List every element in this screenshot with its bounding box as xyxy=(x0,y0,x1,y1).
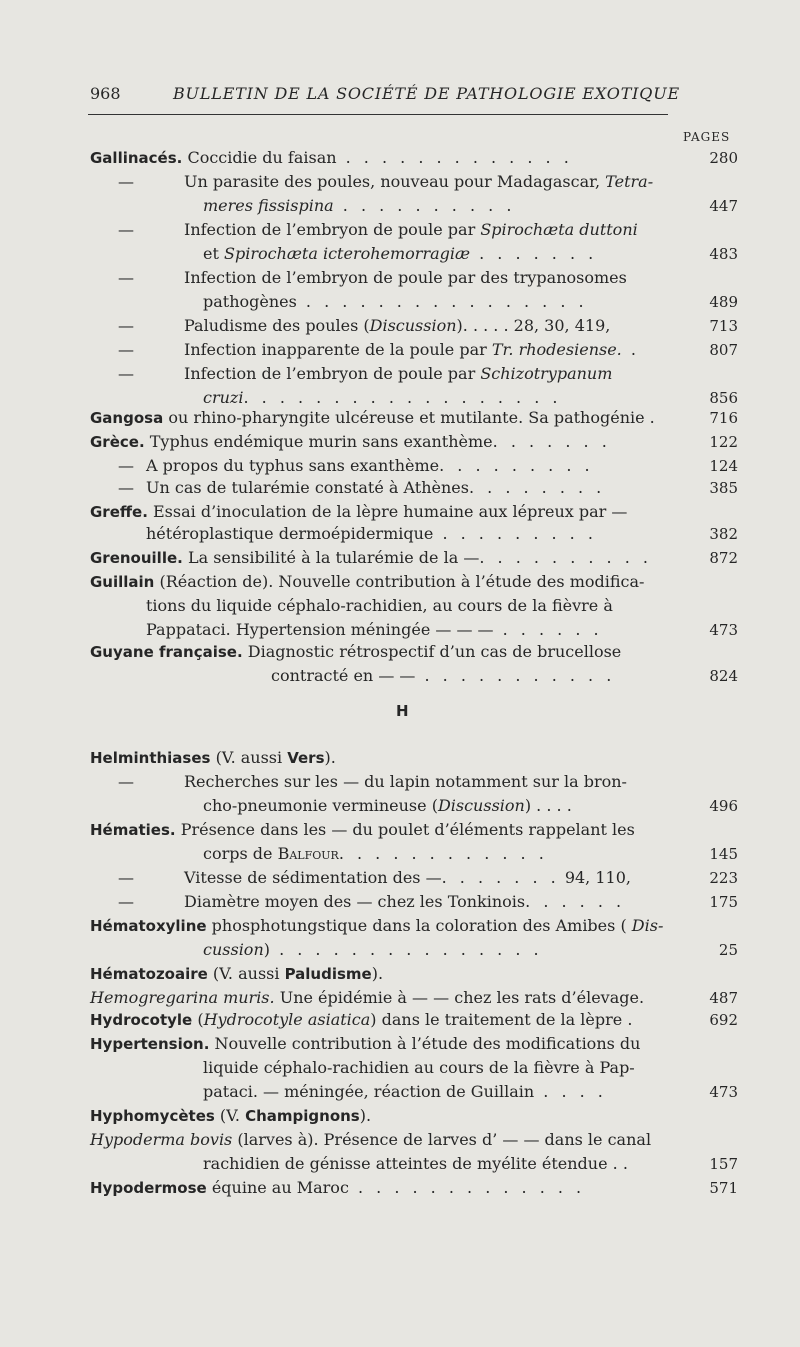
entry-italic: Schizotrypanum xyxy=(480,364,613,383)
entry-text: (V. aussi xyxy=(212,964,280,983)
entry-text: Vitesse de sédimentation des — xyxy=(184,868,442,887)
dot-leaders: . . . . . . xyxy=(525,892,626,911)
entry-text: La sensibilité à la tularémie de la — xyxy=(187,548,480,567)
index-line xyxy=(0,794,800,818)
index-line-text xyxy=(146,594,613,618)
dot-leaders: . . . . . . . . xyxy=(468,478,606,497)
page-ref: 385 xyxy=(709,479,738,497)
page-ref: 483 xyxy=(709,245,738,263)
index-line xyxy=(0,938,800,962)
entry-dash: — xyxy=(118,772,134,791)
index-line xyxy=(0,1032,800,1056)
entry-italic: cruzi xyxy=(203,388,244,407)
index-line xyxy=(0,818,800,842)
index-line-text xyxy=(146,522,597,546)
index-line-text xyxy=(203,1056,635,1080)
index-line xyxy=(0,266,800,290)
entry-italic: Spirochæta duttoni xyxy=(480,220,638,239)
entry-heading: Grenouille. xyxy=(90,549,183,567)
entry-text: Pappataci. Hypertension méningée — — — xyxy=(146,620,494,639)
index-line-text xyxy=(90,1032,640,1056)
header-rule xyxy=(88,114,668,115)
entry-text: et xyxy=(203,244,219,263)
entry-bold: Vers xyxy=(287,749,325,767)
index-line-text xyxy=(118,314,610,338)
index-line-text xyxy=(90,962,383,986)
index-line xyxy=(0,1104,800,1128)
dot-leaders: . . . . . . . xyxy=(470,244,598,263)
index-line-text xyxy=(203,1152,628,1176)
entry-dash: — xyxy=(118,220,134,239)
page-ref: 807 xyxy=(709,341,738,359)
entry-text: ou rhino-pharyngite ulcéreuse et mutilante. Sa pathogénie . xyxy=(168,408,655,427)
index-line-text xyxy=(118,476,605,500)
entry-text: ) xyxy=(263,940,270,959)
entry-text: équine au Maroc xyxy=(211,1178,349,1197)
entry-italic: Hydrocotyle asiatica xyxy=(203,1010,371,1029)
entry-heading: Hématoxyline xyxy=(90,917,207,935)
index-line-text xyxy=(90,1176,585,1200)
entry-italic: Discussion xyxy=(437,796,525,815)
page-ref: 124 xyxy=(709,457,738,475)
index-line xyxy=(0,1128,800,1152)
entry-heading: Hématozoaire xyxy=(90,965,208,983)
dot-leaders: . . . . . . . . . . xyxy=(479,548,652,567)
page-ref: 473 xyxy=(709,621,738,639)
entry-text: Présence dans les — du poulet d’éléments rappelant les xyxy=(180,820,635,839)
index-line-text xyxy=(203,794,572,818)
dot-leaders: . . . . . . . . . . . xyxy=(415,666,616,685)
entry-text: ( xyxy=(197,1010,204,1029)
page-ref: 280 xyxy=(709,149,738,167)
entry-heading: Hypertension. xyxy=(90,1035,210,1053)
entry-text: Recherches sur les — du lapin notamment sur la bron- xyxy=(184,772,627,791)
index-line xyxy=(0,986,800,1010)
index-line xyxy=(0,1056,800,1080)
entry-text: ). xyxy=(371,964,384,983)
dot-leaders: . . . . . . . . . . . . . xyxy=(336,148,573,167)
index-line xyxy=(0,522,800,546)
index-line-text xyxy=(118,170,653,194)
index-line xyxy=(0,842,800,866)
entry-smallcaps: Balfour xyxy=(277,844,339,863)
entry-dash: — xyxy=(118,892,134,911)
index-line xyxy=(0,746,800,770)
index-line-text xyxy=(118,362,612,386)
index-line-text xyxy=(118,338,640,362)
entry-text: ). xyxy=(324,748,336,767)
entry-heading: Grèce. xyxy=(90,433,145,451)
dot-leaders: . . . . . . . . . . . . xyxy=(338,844,548,863)
page-ref: 872 xyxy=(709,549,738,567)
index-line-text xyxy=(118,866,631,890)
index-line xyxy=(0,194,800,218)
index-line-text xyxy=(90,640,621,664)
index-line-text xyxy=(146,618,603,642)
index-line xyxy=(0,290,800,314)
entry-dash: — xyxy=(118,478,134,497)
index-line-text xyxy=(118,218,638,242)
index-line-text xyxy=(90,546,652,570)
dot-leaders: . . . . . . . . . . . . . . . . . . xyxy=(243,388,562,407)
entry-text: Un parasite des poules, nouveau pour Madagascar, xyxy=(184,172,601,191)
dot-leaders: . . . . . . xyxy=(493,620,603,639)
entry-text: corps de xyxy=(203,844,273,863)
entry-heading: Hyphomycètes xyxy=(90,1107,215,1125)
entry-text: liquide céphalo-rachidien au cours de la fièvre à Pap- xyxy=(203,1058,635,1077)
entry-text: rachidien de génisse atteintes de myélite étendue . . xyxy=(203,1154,628,1173)
index-line xyxy=(0,430,800,454)
page-ref: 496 xyxy=(709,797,738,815)
page-ref: 856 xyxy=(709,389,738,407)
dot-leaders: . . . . . . . . . . . . . . . . xyxy=(296,292,588,311)
entry-dash: — xyxy=(118,456,134,475)
entry-bold: Champignons xyxy=(245,1107,360,1125)
entry-italic: Spirochæta icterohemorragiæ xyxy=(224,244,471,263)
entry-heading: Gangosa xyxy=(90,409,164,427)
page-ref: 447 xyxy=(709,197,738,215)
entry-heading-italic: Hypoderma bovis xyxy=(90,1130,233,1149)
page-ref: 122 xyxy=(709,433,738,451)
page-ref: 25 xyxy=(718,941,738,959)
index-line xyxy=(0,476,800,500)
index-line xyxy=(0,914,800,938)
entry-text: ). . . . . xyxy=(456,316,509,335)
entry-text: Typhus endémique murin sans exanthème xyxy=(149,432,493,451)
index-line xyxy=(0,338,800,362)
index-line xyxy=(0,640,800,664)
dot-leaders: . . . . . . . . . . xyxy=(333,196,516,215)
index-line xyxy=(0,594,800,618)
entry-heading: Hypodermose xyxy=(90,1179,207,1197)
index-line xyxy=(0,546,800,570)
entry-text: Essai d’inoculation de la lèpre humaine aux lépreux par — xyxy=(153,502,628,521)
index-line-text xyxy=(203,194,515,218)
entry-text: contracté en — — xyxy=(271,666,416,685)
index-line-text xyxy=(90,1008,632,1032)
entry-dash: — xyxy=(118,172,134,191)
page-number: 968 xyxy=(90,84,121,103)
page-ref: 145 xyxy=(709,845,738,863)
entry-text: Diamètre moyen des — chez les Tonkinois xyxy=(184,892,526,911)
entry-heading: Greffe. xyxy=(90,503,148,521)
entry-text: ) . . . . xyxy=(524,796,572,815)
entry-text: ). xyxy=(359,1106,372,1125)
index-line xyxy=(0,890,800,914)
page-ref: 716 xyxy=(709,409,738,427)
entry-pages-inline: 28, 30, 419, xyxy=(513,316,611,335)
entry-text: pathogènes xyxy=(203,292,297,311)
entry-italic: Discussion xyxy=(369,316,457,335)
entry-heading: Gallinacés. xyxy=(90,149,183,167)
entry-text: Infection de l’embryon de poule par xyxy=(184,364,476,383)
entry-heading: Guyane française. xyxy=(90,643,243,661)
page-ref: 824 xyxy=(709,667,738,685)
index-line xyxy=(0,146,800,170)
section-letter: H xyxy=(396,702,409,720)
entry-heading: Hématies. xyxy=(90,821,176,839)
entry-italic: Tr. rhodesiense. xyxy=(491,340,622,359)
entry-dash: — xyxy=(118,364,134,383)
entry-text: hétéroplastique dermoépidermique xyxy=(146,524,434,543)
page-ref: 473 xyxy=(709,1083,738,1101)
index-line-text xyxy=(118,266,627,290)
entry-text: pataci. — méningée, réaction de Guillain xyxy=(203,1082,535,1101)
entry-text: (Réaction de). Nouvelle contribution à l’étude des modifica- xyxy=(159,572,645,591)
entry-text: phosphotungstique dans la coloration des Amibes ( xyxy=(211,916,627,935)
entry-italic: Tetra- xyxy=(605,172,654,191)
entry-heading: Hydrocotyle xyxy=(90,1011,193,1029)
entry-text: Infection de l’embryon de poule par des trypanosomes xyxy=(184,268,627,287)
index-line xyxy=(0,406,800,430)
entry-dash: — xyxy=(118,268,134,287)
dot-leaders: . . . . . . . . . . . . . xyxy=(348,1178,586,1197)
dot-leaders: . . . . . . . . . . . . . . . xyxy=(270,940,543,959)
index-line-text xyxy=(203,842,548,866)
index-line xyxy=(0,570,800,594)
entry-heading-italic: Hemogregarina muris. xyxy=(90,988,275,1007)
entry-text: (V. xyxy=(219,1106,240,1125)
index-line-text xyxy=(90,914,663,938)
index-line xyxy=(0,664,800,688)
index-line-text xyxy=(90,406,655,430)
running-title: BULLETIN DE LA SOCIÉTÉ DE PATHOLOGIE EXOTIQUE xyxy=(173,84,680,103)
entry-italic: Dis- xyxy=(631,916,664,935)
page-ref: 713 xyxy=(709,317,738,335)
index-line xyxy=(0,500,800,524)
index-line xyxy=(0,618,800,642)
index-line xyxy=(0,170,800,194)
page-ref: 571 xyxy=(709,1179,738,1197)
page-ref: 692 xyxy=(709,1011,738,1029)
index-line-text xyxy=(90,570,644,594)
index-line xyxy=(0,242,800,266)
dot-leaders: . xyxy=(621,340,640,359)
index-line-text xyxy=(203,938,543,962)
page-ref: 489 xyxy=(709,293,738,311)
entry-dash: — xyxy=(118,340,134,359)
entry-heading: Helminthiases xyxy=(90,749,211,767)
index-line-text xyxy=(203,1080,607,1104)
entry-pages-inline: 94, 110, xyxy=(564,868,631,887)
dot-leaders: . . . . xyxy=(534,1082,607,1101)
index-line-text xyxy=(118,454,594,478)
index-line xyxy=(0,1176,800,1200)
entry-bold: Paludisme xyxy=(284,965,372,983)
index-line-text xyxy=(90,1128,651,1152)
entry-text: Infection de l’embryon de poule par xyxy=(184,220,476,239)
index-line-text xyxy=(90,500,627,524)
pages-column-label: PAGES xyxy=(683,130,731,144)
index-line-text xyxy=(118,890,625,914)
index-line-text xyxy=(271,664,615,688)
index-line xyxy=(0,218,800,242)
dot-leaders: . . . . . . . xyxy=(492,432,611,451)
index-line xyxy=(0,454,800,478)
index-line xyxy=(0,1080,800,1104)
index-line xyxy=(0,962,800,986)
index-line xyxy=(0,1152,800,1176)
index-line xyxy=(0,866,800,890)
entry-text: Un cas de tularémie constaté à Athènes xyxy=(146,478,469,497)
dot-leaders: . . . . . . . xyxy=(441,868,560,887)
index-line-text xyxy=(118,770,627,794)
page-ref: 175 xyxy=(709,893,738,911)
dot-leaders: . . . . . . . . . xyxy=(433,524,597,543)
entry-text: Coccidie du faisan xyxy=(187,148,337,167)
index-line xyxy=(0,362,800,386)
index-line-text xyxy=(203,290,588,314)
index-line-text xyxy=(90,1104,371,1128)
index-line xyxy=(0,770,800,794)
entry-dash: — xyxy=(118,868,134,887)
entry-text: cho-pneumonie vermineuse ( xyxy=(203,796,438,815)
index-line-text xyxy=(90,430,611,454)
entry-text: (V. aussi xyxy=(215,748,283,767)
page-ref: 157 xyxy=(709,1155,738,1173)
index-line-text xyxy=(90,818,635,842)
page-ref: 487 xyxy=(709,989,738,1007)
entry-text: Infection inapparente de la poule par xyxy=(184,340,487,359)
index-line-text xyxy=(203,242,597,266)
index-line-text xyxy=(90,986,644,1010)
entry-text: (larves à). Présence de larves d’ — — dans le canal xyxy=(237,1130,652,1149)
entry-italic: meres fissispina xyxy=(203,196,334,215)
page-ref: 223 xyxy=(709,869,738,887)
entry-text: ) dans le traitement de la lèpre . xyxy=(370,1010,633,1029)
entry-italic: cussion xyxy=(203,940,264,959)
index-line xyxy=(0,1008,800,1032)
entry-heading: Guillain xyxy=(90,573,155,591)
page-ref: 382 xyxy=(709,525,738,543)
entry-text: A propos du typhus sans exanthème xyxy=(146,456,440,475)
index-line xyxy=(0,314,800,338)
entry-dash: — xyxy=(118,316,134,335)
entry-text: tions du liquide céphalo-rachidien, au cours de la fièvre à xyxy=(146,596,613,615)
index-line-text xyxy=(90,146,573,170)
entry-text: Nouvelle contribution à l’étude des modifications du xyxy=(214,1034,641,1053)
entry-text: Une épidémie à — — chez les rats d’élevage. xyxy=(279,988,645,1007)
entry-text: Paludisme des poules ( xyxy=(184,316,370,335)
dot-leaders: . . . . . . . . . xyxy=(439,456,594,475)
entry-text: Diagnostic rétrospectif d’un cas de brucellose xyxy=(247,642,622,661)
index-line-text xyxy=(90,746,336,770)
